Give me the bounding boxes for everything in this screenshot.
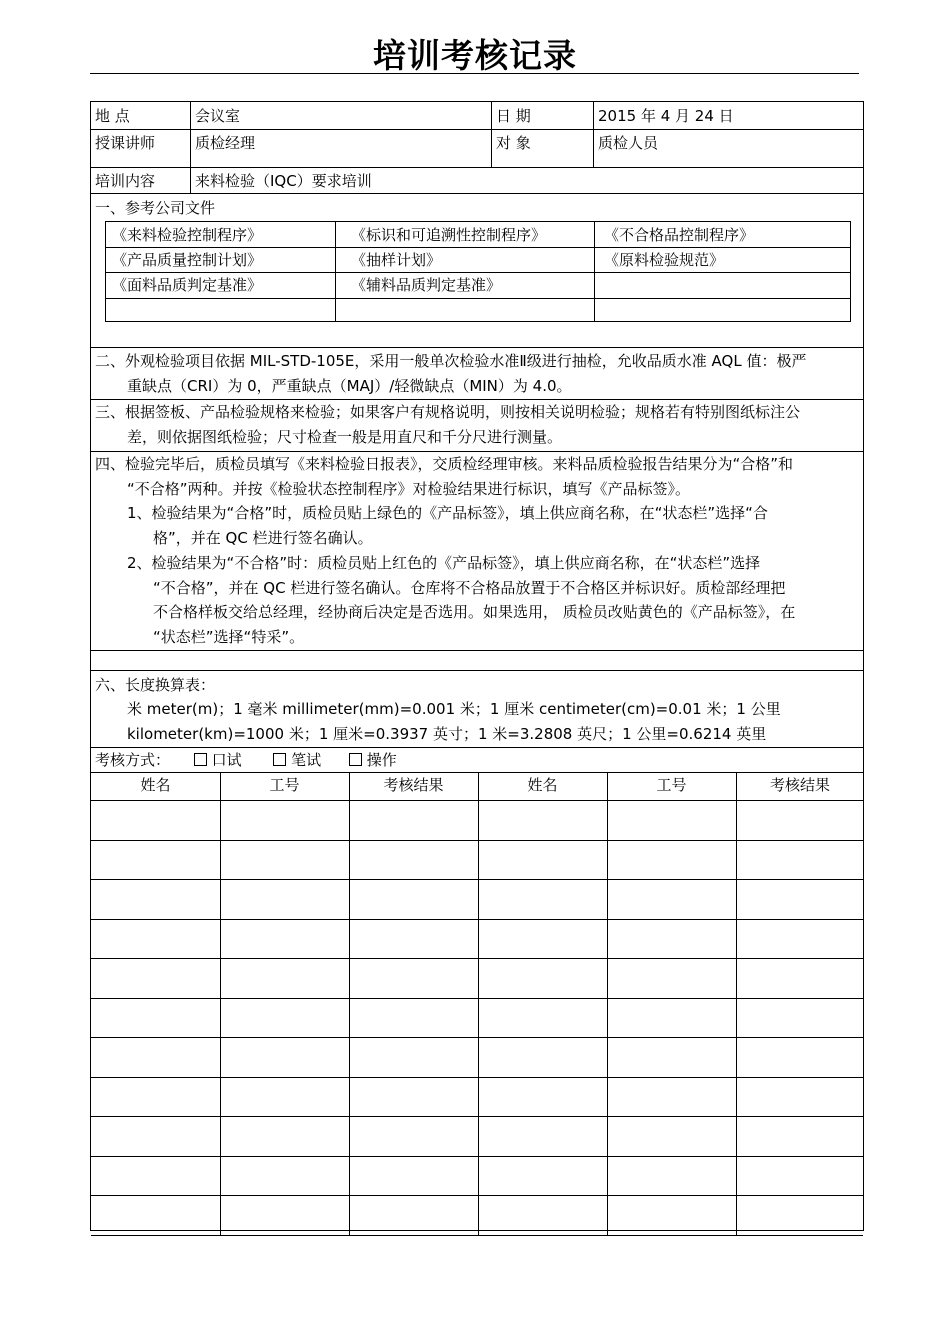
divider: [106, 272, 850, 273]
table-row: [91, 919, 863, 920]
column-divider: [478, 772, 479, 1235]
divider: [91, 347, 863, 348]
divider: [593, 102, 594, 167]
section2-line1: 二、外观检验项目依据 MIL-STD-105E，采用一般单次检验水准Ⅱ级进行抽检，允收品质水准 AQL 值：极严: [95, 352, 807, 370]
location-label: 地 点: [95, 107, 130, 125]
table-row: [91, 879, 863, 880]
audience-value: 质检人员: [598, 134, 659, 152]
doc-cell: 《不合格品控制程序》: [604, 226, 755, 244]
divider: [106, 247, 850, 248]
doc-cell: 《辅料品质判定基准》: [351, 276, 502, 294]
table-row: [91, 998, 863, 999]
location-value: 会议室: [195, 107, 241, 125]
table-row: [91, 1235, 863, 1236]
section4-item2-line3: 不合格样板交给总经理，经协商后决定是否选用。如果选用， 质检员改贴黄色的《产品标签》，在: [153, 603, 796, 621]
lecturer-value: 质检经理: [195, 134, 256, 152]
section4-item1-line2: 格”，并在 QC 栏进行签名确认。: [153, 529, 373, 547]
divider: [91, 193, 863, 194]
assessment-label: 考核方式：: [95, 751, 171, 769]
column-divider: [220, 772, 221, 1235]
section4-item2-line4: “状态栏”选择“特采”。: [153, 628, 305, 646]
section4-line2: “不合格”两种。并按《检验状态控制程序》对检验结果进行标识，填写《产品标签》。: [127, 480, 691, 498]
divider: [91, 650, 863, 651]
written-option-label: 笔试: [291, 751, 322, 769]
results-table: [91, 772, 863, 1230]
page-title: 培训考核记录: [373, 36, 577, 75]
column-divider: [607, 772, 608, 1235]
section1-heading: 一、参考公司文件: [95, 199, 216, 217]
practical-option-label: 操作: [366, 751, 397, 769]
divider: [91, 451, 863, 452]
divider: [491, 102, 492, 167]
section4-item2-line1: 2、检验结果为“不合格”时：质检员贴上红色的《产品标签》，填上供应商名称，在“状态栏”选择: [127, 554, 761, 572]
section3-line2: 差，则依据图纸检验；尺寸检查一般是用直尺和千分尺进行测量。: [127, 428, 563, 446]
section6-line2: kilometer(km)=1000 米；1 厘米=0.3937 英寸；1 米=3.2808 英尺；1 公里=0.6214 英里: [127, 725, 767, 743]
divider: [106, 298, 850, 299]
oral-checkbox[interactable]: [194, 753, 207, 766]
table-row: [91, 1116, 863, 1117]
assessment-method: [95, 750, 397, 770]
date-value: 2015 年 4 月 24 日: [598, 107, 734, 125]
divider: [91, 399, 863, 400]
record-form: [90, 101, 864, 1231]
doc-cell: 《来料检验控制程序》: [112, 226, 263, 244]
table-row: [91, 1037, 863, 1038]
section4-item1-line1: 1、检验结果为“合格”时，质检员贴上绿色的《产品标签》，填上供应商名称，在“状态栏”选择“合: [127, 504, 768, 522]
oral-option-label: 口试: [211, 751, 242, 769]
divider: [335, 222, 336, 321]
header-result: 考核结果: [769, 776, 830, 794]
practical-checkbox[interactable]: [349, 753, 362, 766]
doc-cell: 《原料检验规范》: [604, 251, 725, 269]
table-row: [91, 1195, 863, 1196]
content-label: 培训内容: [95, 172, 156, 190]
header-name: 姓名: [140, 776, 171, 794]
doc-cell: 《标识和可追溯性控制程序》: [351, 226, 547, 244]
column-divider: [736, 772, 737, 1235]
header-id: 工号: [656, 776, 687, 794]
content-value: 来料检验（IQC）要求培训: [195, 172, 372, 190]
divider: [594, 222, 595, 321]
column-divider: [349, 772, 350, 1235]
divider: [91, 167, 863, 168]
section4-line1: 四、检验完毕后，质检员填写《来料检验日报表》，交质检经理审核。来料品质检验报告结果分为“合格”和: [95, 455, 794, 473]
section4-item2-line2: “不合格”，并在 QC 栏进行签名确认。仓库将不合格品放置于不合格区并标识好。质检部经理把: [153, 579, 786, 597]
section6-line1: 米 meter(m)；1 毫米 millimeter(mm)=0.001 米；1 厘米 centimeter(cm)=0.01 米；1 公里: [127, 700, 781, 718]
written-checkbox[interactable]: [273, 753, 286, 766]
reference-docs-table: [105, 221, 851, 322]
header-result: 考核结果: [383, 776, 444, 794]
divider: [91, 129, 863, 130]
header-name: 姓名: [527, 776, 558, 794]
table-row: [91, 1156, 863, 1157]
section2-line2: 重缺点（CRI）为 0，严重缺点（MAJ）/轻微缺点（MIN）为 4.0。: [127, 377, 572, 395]
table-row: [91, 958, 863, 959]
doc-cell: 《产品质量控制计划》: [112, 251, 263, 269]
section6-heading: 六、长度换算表：: [95, 676, 216, 694]
doc-cell: 《抽样计划》: [351, 251, 442, 269]
header-id: 工号: [269, 776, 300, 794]
section3-line1: 三、根据签板、产品检验规格来检验；如果客户有规格说明，则按相关说明检验；规格若有特别图纸标注公: [95, 403, 801, 421]
divider: [190, 102, 191, 193]
date-label: 日 期: [496, 107, 531, 125]
table-row: [91, 800, 863, 801]
divider: [91, 747, 863, 748]
divider: [91, 670, 863, 671]
doc-cell: 《面料品质判定基准》: [112, 276, 263, 294]
lecturer-label: 授课讲师: [95, 134, 156, 152]
title-underline: [90, 73, 859, 74]
table-row: [91, 840, 863, 841]
audience-label: 对 象: [496, 134, 531, 152]
table-row: [91, 1077, 863, 1078]
